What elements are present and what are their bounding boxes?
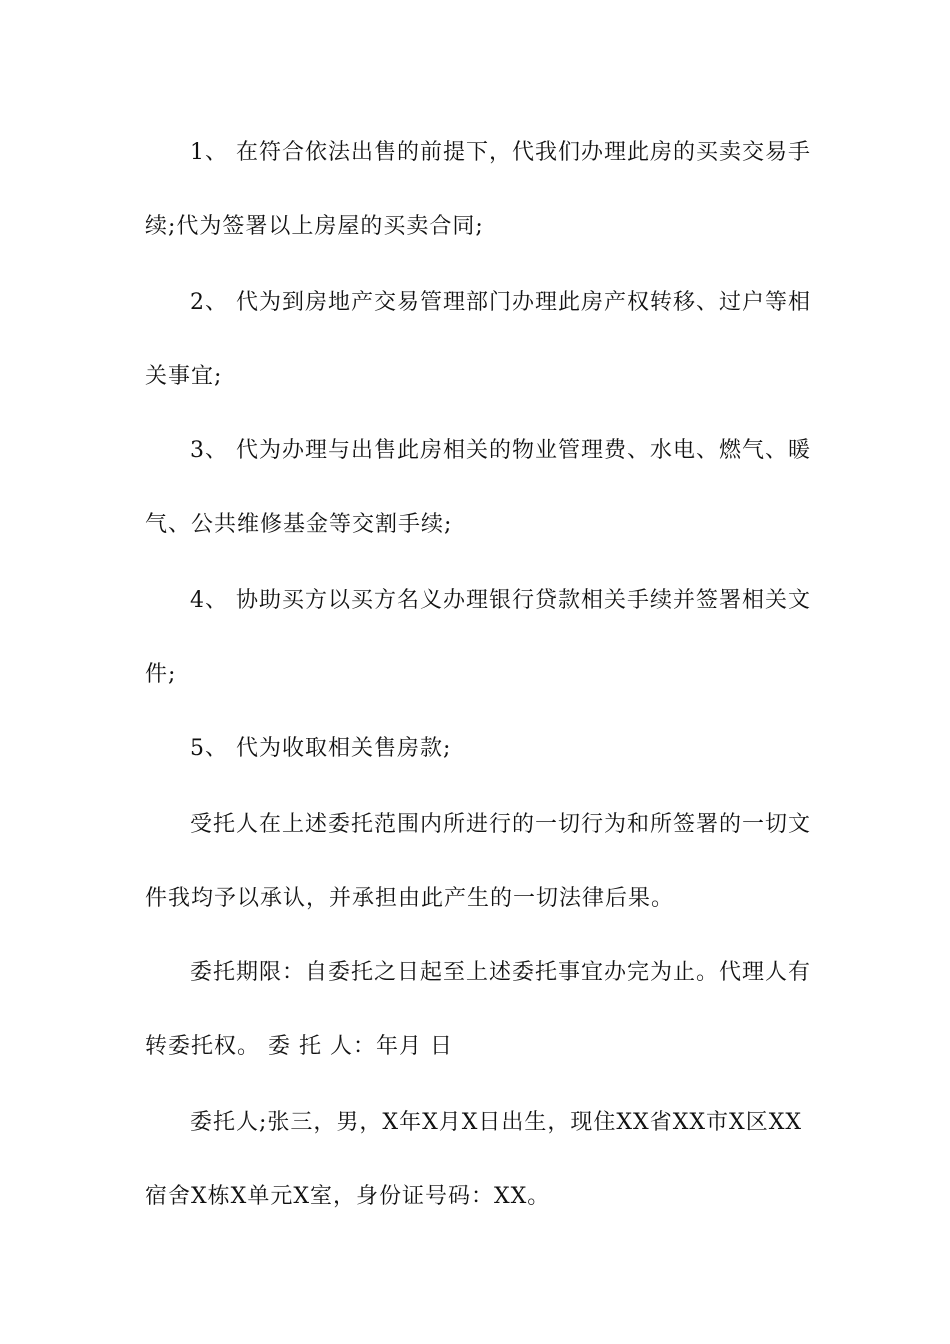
principal-info-line-2: 宿舍X栋X单元X室，身份证号码：XX。 [145, 1184, 551, 1209]
item-2-line-1: 2、 代为到房地产交易管理部门办理此房产权转移、过户等相 [190, 290, 811, 315]
principal-info-line-1: 委托人;张三，男，X年X月X日出生，现住XX省XX市X区XX [190, 1110, 803, 1135]
term-line-1: 委托期限：自委托之日起至上述委托事宜办完为止。代理人有 [190, 960, 812, 985]
item-1-line-1: 1、 在符合依法出售的前提下，代我们办理此房的买卖交易手 [190, 140, 811, 165]
item-3-line-2: 气、公共维修基金等交割手续; [145, 512, 453, 537]
acknowledgement-line-1: 受托人在上述委托范围内所进行的一切行为和所签署的一切文 [190, 812, 812, 837]
item-1-line-2: 续;代为签署以上房屋的买卖合同; [145, 214, 484, 239]
item-2-line-2: 关事宜; [145, 364, 223, 389]
item-4-line-2: 件; [145, 662, 177, 687]
item-3-line-1: 3、 代为办理与出售此房相关的物业管理费、水电、燃气、暖 [190, 438, 811, 463]
term-line-2: 转委托权。 委 托 人：年月 日 [145, 1034, 453, 1059]
item-5-line-1: 5、 代为收取相关售房款; [190, 736, 452, 761]
item-4-line-1: 4、 协助买方以买方名义办理银行贷款相关手续并签署相关文 [190, 588, 811, 613]
acknowledgement-line-2: 件我均予以承认，并承担由此产生的一切法律后果。 [145, 886, 675, 911]
